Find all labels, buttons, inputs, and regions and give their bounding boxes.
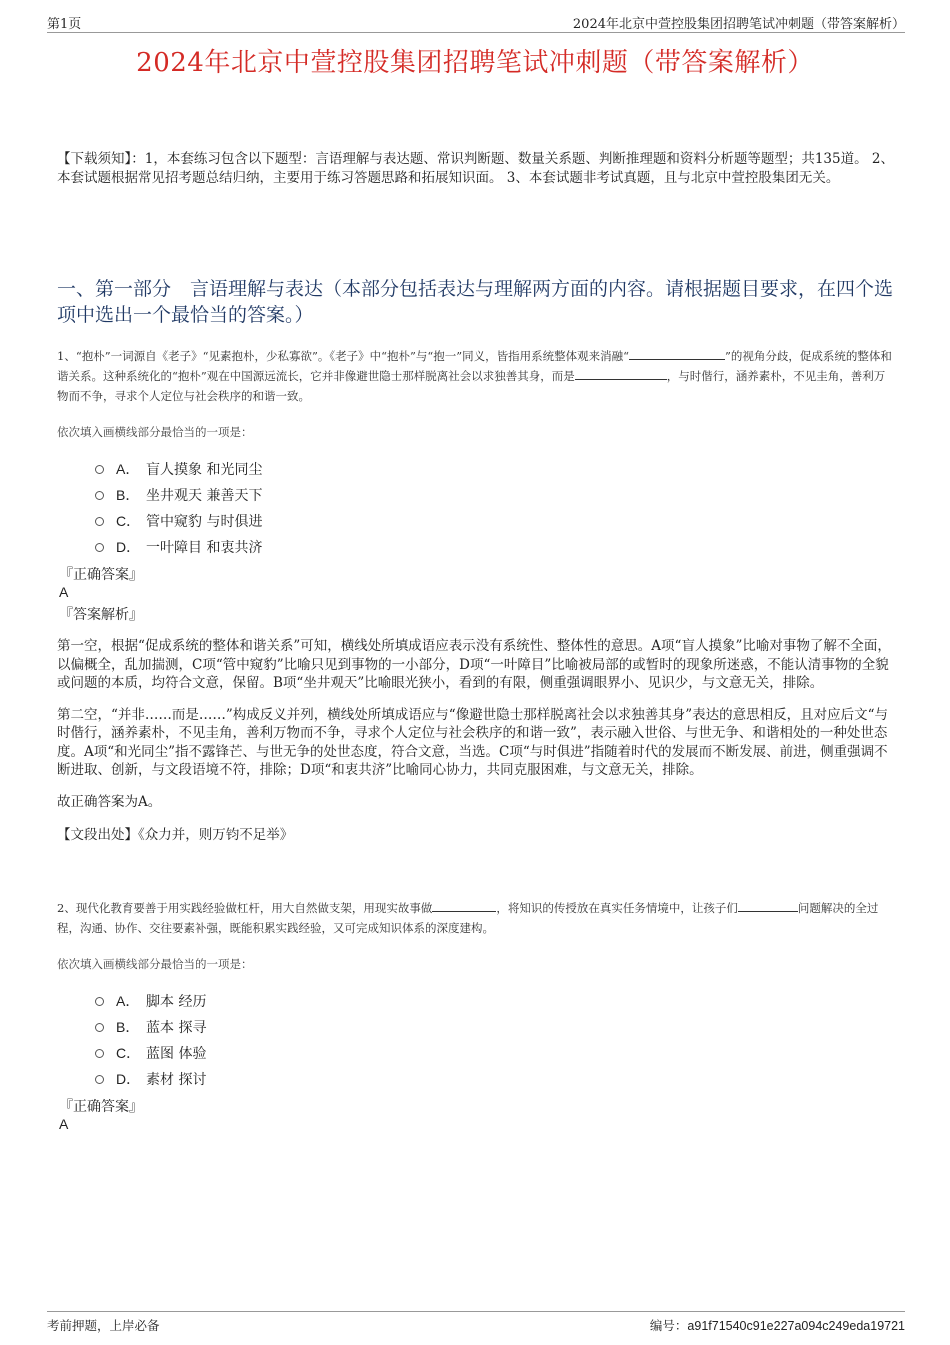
option-text: 管中窥豹 与时俱进 (146, 514, 263, 530)
footer-slogan: 考前押题，上岸必备 (47, 1318, 160, 1333)
radio-icon[interactable] (95, 465, 104, 474)
option-b[interactable] (95, 1014, 895, 1040)
footer-code-value: a91f71540c91e227a094c249eda19721 (687, 1319, 905, 1333)
option-d[interactable] (95, 534, 895, 560)
radio-icon[interactable] (95, 1049, 104, 1058)
question-2 (57, 898, 895, 1132)
question-stem (57, 346, 895, 406)
option-letter: B． (116, 487, 140, 503)
option-d[interactable] (95, 1066, 895, 1092)
fill-blank (629, 347, 725, 360)
question-stem (57, 898, 895, 938)
radio-icon[interactable] (95, 517, 104, 526)
option-letter: C． (116, 1045, 141, 1061)
analysis-paragraph: 第二空，“并非……而是……”构成反义并列，横线处所填成语应与“像避世隐士那样脱离社会以求独善其身”表达的意思相反，且对应后文“与时偕行，涵养素朴，不见圭角，善利万物而不争，寻求个人定位与社会秩序的和谐一致”，表示融入世俗、与世无争、和谐相处的一种处世态度。A项“和光同尘”指不露锋芒、与世无争的处世态度，符合文意，当选。C项“与时俱进”指随着时代的发展而不断发展、前进，侧重强调不断进取、创新，与文段语境不符，排除；D项“和衷共济”比喻同心协力，共同克服困难，与文意无关，排除。 (57, 706, 889, 778)
option-text: 蓝本 探寻 (146, 1020, 207, 1036)
page-title: 2024年北京中萱控股集团招聘笔试冲刺题（带答案解析） (136, 48, 814, 78)
download-notice: 【下载须知】：1，本套练习包含以下题型：言语理解与表达题、常识判断题、数量关系题、判断推理题和资料分析题等题型；共135道。 2、本套试题根据常见招考题总结归纳，主要用于练习答题思路和拓展知识面。 3、本套试题非考试真题，且与北京中萱控股集团无关。 (57, 151, 894, 186)
answer-label: 『正确答案』 (59, 567, 143, 583)
text-source: 【文段出处】《众力并，则万钧不足举》 (57, 827, 294, 843)
footer-code (650, 1316, 905, 1334)
analysis-label: 『答案解析』 (59, 607, 143, 623)
option-letter: A． (116, 461, 140, 477)
question-1 (57, 346, 895, 843)
header-doc-title: 2024年北京中萱控股集团招聘笔试冲刺题（带答案解析） (572, 17, 905, 32)
option-b[interactable] (95, 482, 895, 508)
fill-blank (432, 899, 496, 912)
page-header (47, 12, 905, 33)
answer-value: A (59, 584, 69, 600)
analysis-paragraph: 第一空，根据“促成系统的整体和谐关系”可知，横线处所填成语应表示没有系统性、整体性的意思。A项“盲人摸象”比喻对事物了解不全面，以偏概全，乱加揣测，C项“管中窥豹”比喻只见到事物的一小部分，D项“一叶障目”比喻被局部的或暂时的现象所迷惑，不能认清事物的全貌或问题的本质，均符合文意，保留。B项“坐井观天”比喻眼光狭小，看到的有限，侧重强调眼界小、见识少，与文意无关，排除。 (57, 638, 891, 691)
footer-code-label: 编号： (649, 1318, 688, 1333)
option-c[interactable] (95, 1040, 895, 1066)
option-text: 脚本 经历 (146, 994, 207, 1010)
question-instruction: 依次填入画横线部分最恰当的一项是： (57, 425, 253, 439)
stem-text: ，与时偕行，涵养素朴，不见圭角，善利万物而不争，寻求个人定位与社会秩序的和谐一致。 (57, 369, 886, 403)
stem-text: 1、“抱朴”一词源自《老子》“见素抱朴，少私寡欲”。《老子》中“抱朴”与“抱一”同义，皆指用系统整体观来消融“ (57, 349, 629, 363)
option-c[interactable] (95, 508, 895, 534)
radio-icon[interactable] (95, 491, 104, 500)
option-letter: D． (116, 1071, 141, 1087)
answer-label: 『正确答案』 (59, 1099, 143, 1115)
option-a[interactable] (95, 456, 895, 482)
option-letter: B． (116, 1019, 140, 1035)
option-text: 盲人摸象 和光同尘 (146, 462, 263, 478)
answer-conclusion: 故正确答案为A。 (57, 793, 162, 810)
radio-icon[interactable] (95, 1075, 104, 1084)
answer-value: A (59, 1116, 69, 1132)
option-letter: D． (116, 539, 141, 555)
radio-icon[interactable] (95, 997, 104, 1006)
fill-blank (738, 899, 798, 912)
option-letter: A． (116, 993, 140, 1009)
option-text: 蓝图 体验 (146, 1046, 207, 1062)
options-list (95, 988, 895, 1092)
question-instruction: 依次填入画横线部分最恰当的一项是： (57, 957, 253, 971)
page-number: 第1页 (47, 17, 82, 32)
options-list (95, 456, 895, 560)
radio-icon[interactable] (95, 1023, 104, 1032)
stem-text: ，将知识的传授放在真实任务情境中，让孩子们 (496, 901, 738, 915)
radio-icon[interactable] (95, 543, 104, 552)
option-letter: C． (116, 513, 141, 529)
option-a[interactable] (95, 988, 895, 1014)
section-heading: 一、第一部分 言语理解与表达（本部分包括表达与理解两方面的内容。请根据题目要求，在四个选项中选出一个最恰当的答案。） (57, 278, 894, 326)
option-text: 素材 探讨 (146, 1072, 207, 1088)
fill-blank (575, 367, 667, 380)
option-text: 坐井观天 兼善天下 (146, 488, 263, 504)
stem-text: ”的视角分歧，促成系统的整体和谐关系。这种系统化的“抱朴”观在中国源远流长，它并非像避世隐士那样脱离社会以求独善其身，而是 (57, 349, 892, 383)
option-text: 一叶障目 和衷共济 (146, 540, 263, 556)
stem-text: 问题解决的全过程，沟通、协作、交往要素补强，既能积累实践经验，又可完成知识体系的深度建构。 (57, 901, 879, 935)
stem-text: 2、现代化教育要善于用实践经验做杠杆，用大自然做支架，用现实故事做 (57, 901, 433, 915)
page-footer (47, 1311, 905, 1334)
